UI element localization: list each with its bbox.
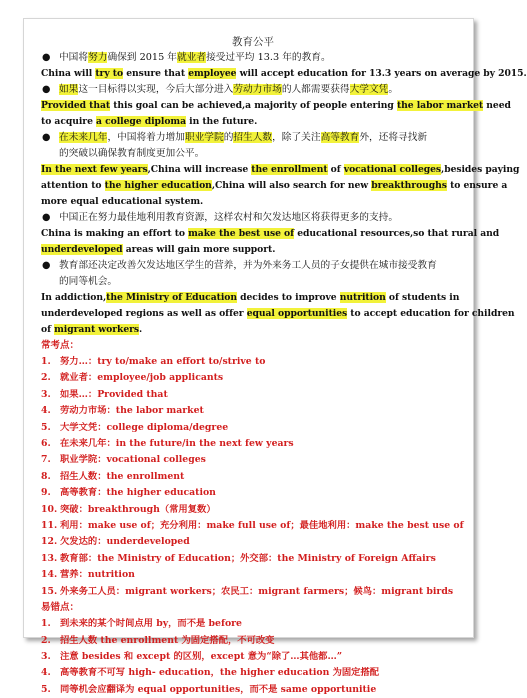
bullet-icon: ● [42,52,51,63]
text: 的 [223,132,234,143]
p2-cn [41,82,465,98]
p3-en-2 [41,178,508,194]
p1-cn [41,50,465,66]
p5-en-1 [41,290,465,306]
text: of [41,324,55,335]
text: 确保到 2015 年 [107,52,177,63]
list-number: 3. [41,650,51,662]
list-number: 4. [41,405,51,417]
list-item [41,616,465,632]
list-number: 15. [41,585,58,597]
list-item [41,682,465,698]
text: ,China will also search for new [211,180,372,191]
text: 中国将 [59,52,89,63]
highlight: employee [188,68,237,79]
list-item [41,633,465,649]
list-number: 3. [41,388,51,400]
p3-en-3: more equal educational system. [41,196,204,207]
list-text: 利用：make use of；充分利用：make full use of；最佳地利用：make the best use of [60,520,464,532]
error-points-list [41,616,465,698]
text: . [139,324,143,335]
p5-cn-1 [41,258,465,274]
list-text: 注意 besides 和 except 的区别，except 意为“除了…其他都…” [60,650,343,662]
text: this goal can be achieved,a majority of people entering [110,100,397,111]
list-text: 职业学院：vocational colleges [60,454,206,466]
list-item [41,436,465,452]
list-text: 在未来几年：in the future/in the next few years [60,438,294,450]
text: to accept education for children [347,308,515,319]
text: ensure that [123,68,189,79]
list-text: 高等教育不可写 high- education，the higher education 为固定搭配 [60,667,380,679]
p3-cn-1 [41,130,465,146]
highlight: In the next few years [41,164,148,175]
p4-en-2 [41,242,465,258]
highlight: 就业者 [177,52,207,63]
text: will accept education for 13.3 years on average by 2015. [236,68,527,79]
bullet-icon: ● [42,132,51,143]
text: 外，还将寻找新 [359,132,428,143]
list-number: 5. [41,683,51,695]
text: underdeveloped regions as well as offer [41,308,247,319]
highlight: 劳动力市场 [233,84,282,95]
highlight: 职业学院 [184,132,224,143]
list-item [41,665,465,681]
list-text: 大学文凭：college diploma/degree [60,421,229,433]
list-number: 4. [41,667,51,679]
highlight: a college diploma [96,116,186,127]
list-number: 12. [41,536,58,548]
p2-en-1 [41,98,511,114]
list-number: 14. [41,569,58,581]
p5-en-3 [41,322,465,338]
text: China will [41,68,96,79]
p4-cn [41,210,465,226]
list-text: 到未来的某个时间点用 by，而不是 before [60,618,242,630]
list-text: 营养：nutrition [60,569,135,581]
list-item [41,420,465,436]
list-number: 8. [41,470,51,482]
document-body [41,35,527,698]
text: 接受过平均 13.3 年的教育。 [206,52,331,63]
text: to acquire [41,116,97,127]
p3-cn-2: 的突破以确保教育制度更加公平。 [59,148,205,159]
text: ,besides paying [441,164,520,175]
list-text: 外来务工人员：migrant workers；农民工：migrant farmers；候鸟：migrant birds [60,585,454,597]
highlight: underdeveloped [41,244,123,255]
list-number: 2. [41,372,51,384]
common-points-list [41,354,465,600]
text: 的人都需要获得 [281,84,350,95]
text: areas will gain more support. [122,244,276,255]
p3-en-1 [41,162,520,178]
highlight: try to [95,68,124,79]
list-number: 11. [41,520,58,532]
list-text: 招生人数：the enrollment [60,470,185,482]
highlight: 招生人数 [233,132,273,143]
text: of [327,164,344,175]
list-text: 努力…：try to/make an effort to/strive to [60,356,266,367]
highlight: 如果 [59,84,79,95]
text: need [483,100,511,111]
section-heading-errors: 易错点： [41,602,80,614]
p4-en-1 [41,226,500,242]
list-number: 13. [41,552,58,564]
list-item [41,485,465,501]
list-text: 如果…：Provided that [60,388,168,400]
list-number: 2. [41,634,51,646]
text: of students in [385,292,460,303]
text: In addiction, [41,292,107,303]
text: in the future. [186,116,258,127]
text: ,China will increase [147,164,252,175]
list-text: 突破：breakthrough（常用复数） [60,503,216,515]
p5-cn-2: 的同等机会。 [59,276,118,287]
section-heading-common: 常考点： [41,340,80,351]
text: to ensure a [446,180,508,191]
list-text: 就业者：employee/job applicants [60,372,224,384]
list-text: 高等教育：the higher education [60,487,216,499]
list-item [41,403,465,419]
bullet-icon: ● [42,212,51,223]
list-item [41,502,465,518]
list-item [41,649,465,665]
highlight: nutrition [339,292,386,303]
list-item [41,551,465,567]
text: attention to [41,180,105,191]
list-number: 1. [41,618,51,630]
highlight: 高等教育 [320,132,360,143]
list-text: 欠发达的：underdeveloped [60,536,190,548]
list-item [41,387,465,403]
list-item [41,469,465,485]
text: China is making an effort to [41,228,189,239]
text: 教育部还决定改善欠发达地区学生的营养，并为外来务工人员的子女提供在城市接受教育 [59,260,437,271]
highlight: 在未来几年 [59,132,108,143]
text: ，除了关注 [272,132,321,143]
document-page [23,18,527,695]
highlight: Provided that [41,100,111,111]
highlight: equal opportunities [246,308,348,319]
list-text: 招生人数 the enrollment 为固定搭配，不可改变 [60,634,275,646]
list-number: 10. [41,503,58,515]
list-item [41,354,465,370]
text: decides to improve [236,292,340,303]
text: 这一目标得以实现，今后大部分进入 [78,84,234,95]
highlight: migrant workers [54,324,140,335]
text: 。 [388,84,399,95]
list-number: 7. [41,454,51,466]
highlight: 大学文凭 [349,84,389,95]
highlight: 努力 [88,52,108,63]
highlight: the labor market [396,100,484,111]
text: ，中国将着力增加 [107,132,185,143]
p2-en-2 [41,114,465,130]
p5-en-2 [41,306,515,322]
list-item [41,584,465,600]
page-title: 教育公平 [232,36,274,48]
list-number: 5. [41,421,51,433]
list-item [41,370,465,386]
highlight: the higher education [104,180,212,191]
list-item [41,534,465,550]
list-item [41,567,465,583]
bullet-icon: ● [42,260,51,271]
text: 中国正在努力最佳地利用教育资源，这样农村和欠发达地区将获得更多的支持。 [59,212,399,223]
list-text: 劳动力市场：the labor market [60,405,204,417]
bullet-icon: ● [42,84,51,95]
highlight: vocational colleges [343,164,442,175]
p1-en [41,66,527,82]
highlight: make the best use of [188,228,295,239]
list-number: 9. [41,487,51,499]
list-text: 同等机会应翻译为 equal opportunities，而不是 same opportunitie [60,683,377,695]
list-text: 教育部：the Ministry of Education；外交部：the Ministry of Foreign Affairs [60,552,436,564]
list-item [41,518,465,534]
list-item [41,452,465,468]
list-number: 1. [41,356,51,367]
highlight: breakthroughs [371,180,447,191]
highlight: the Ministry of Education [106,292,237,303]
list-number: 6. [41,438,51,450]
highlight: the enrollment [251,164,328,175]
text: educational resources,so that rural and [294,228,500,239]
